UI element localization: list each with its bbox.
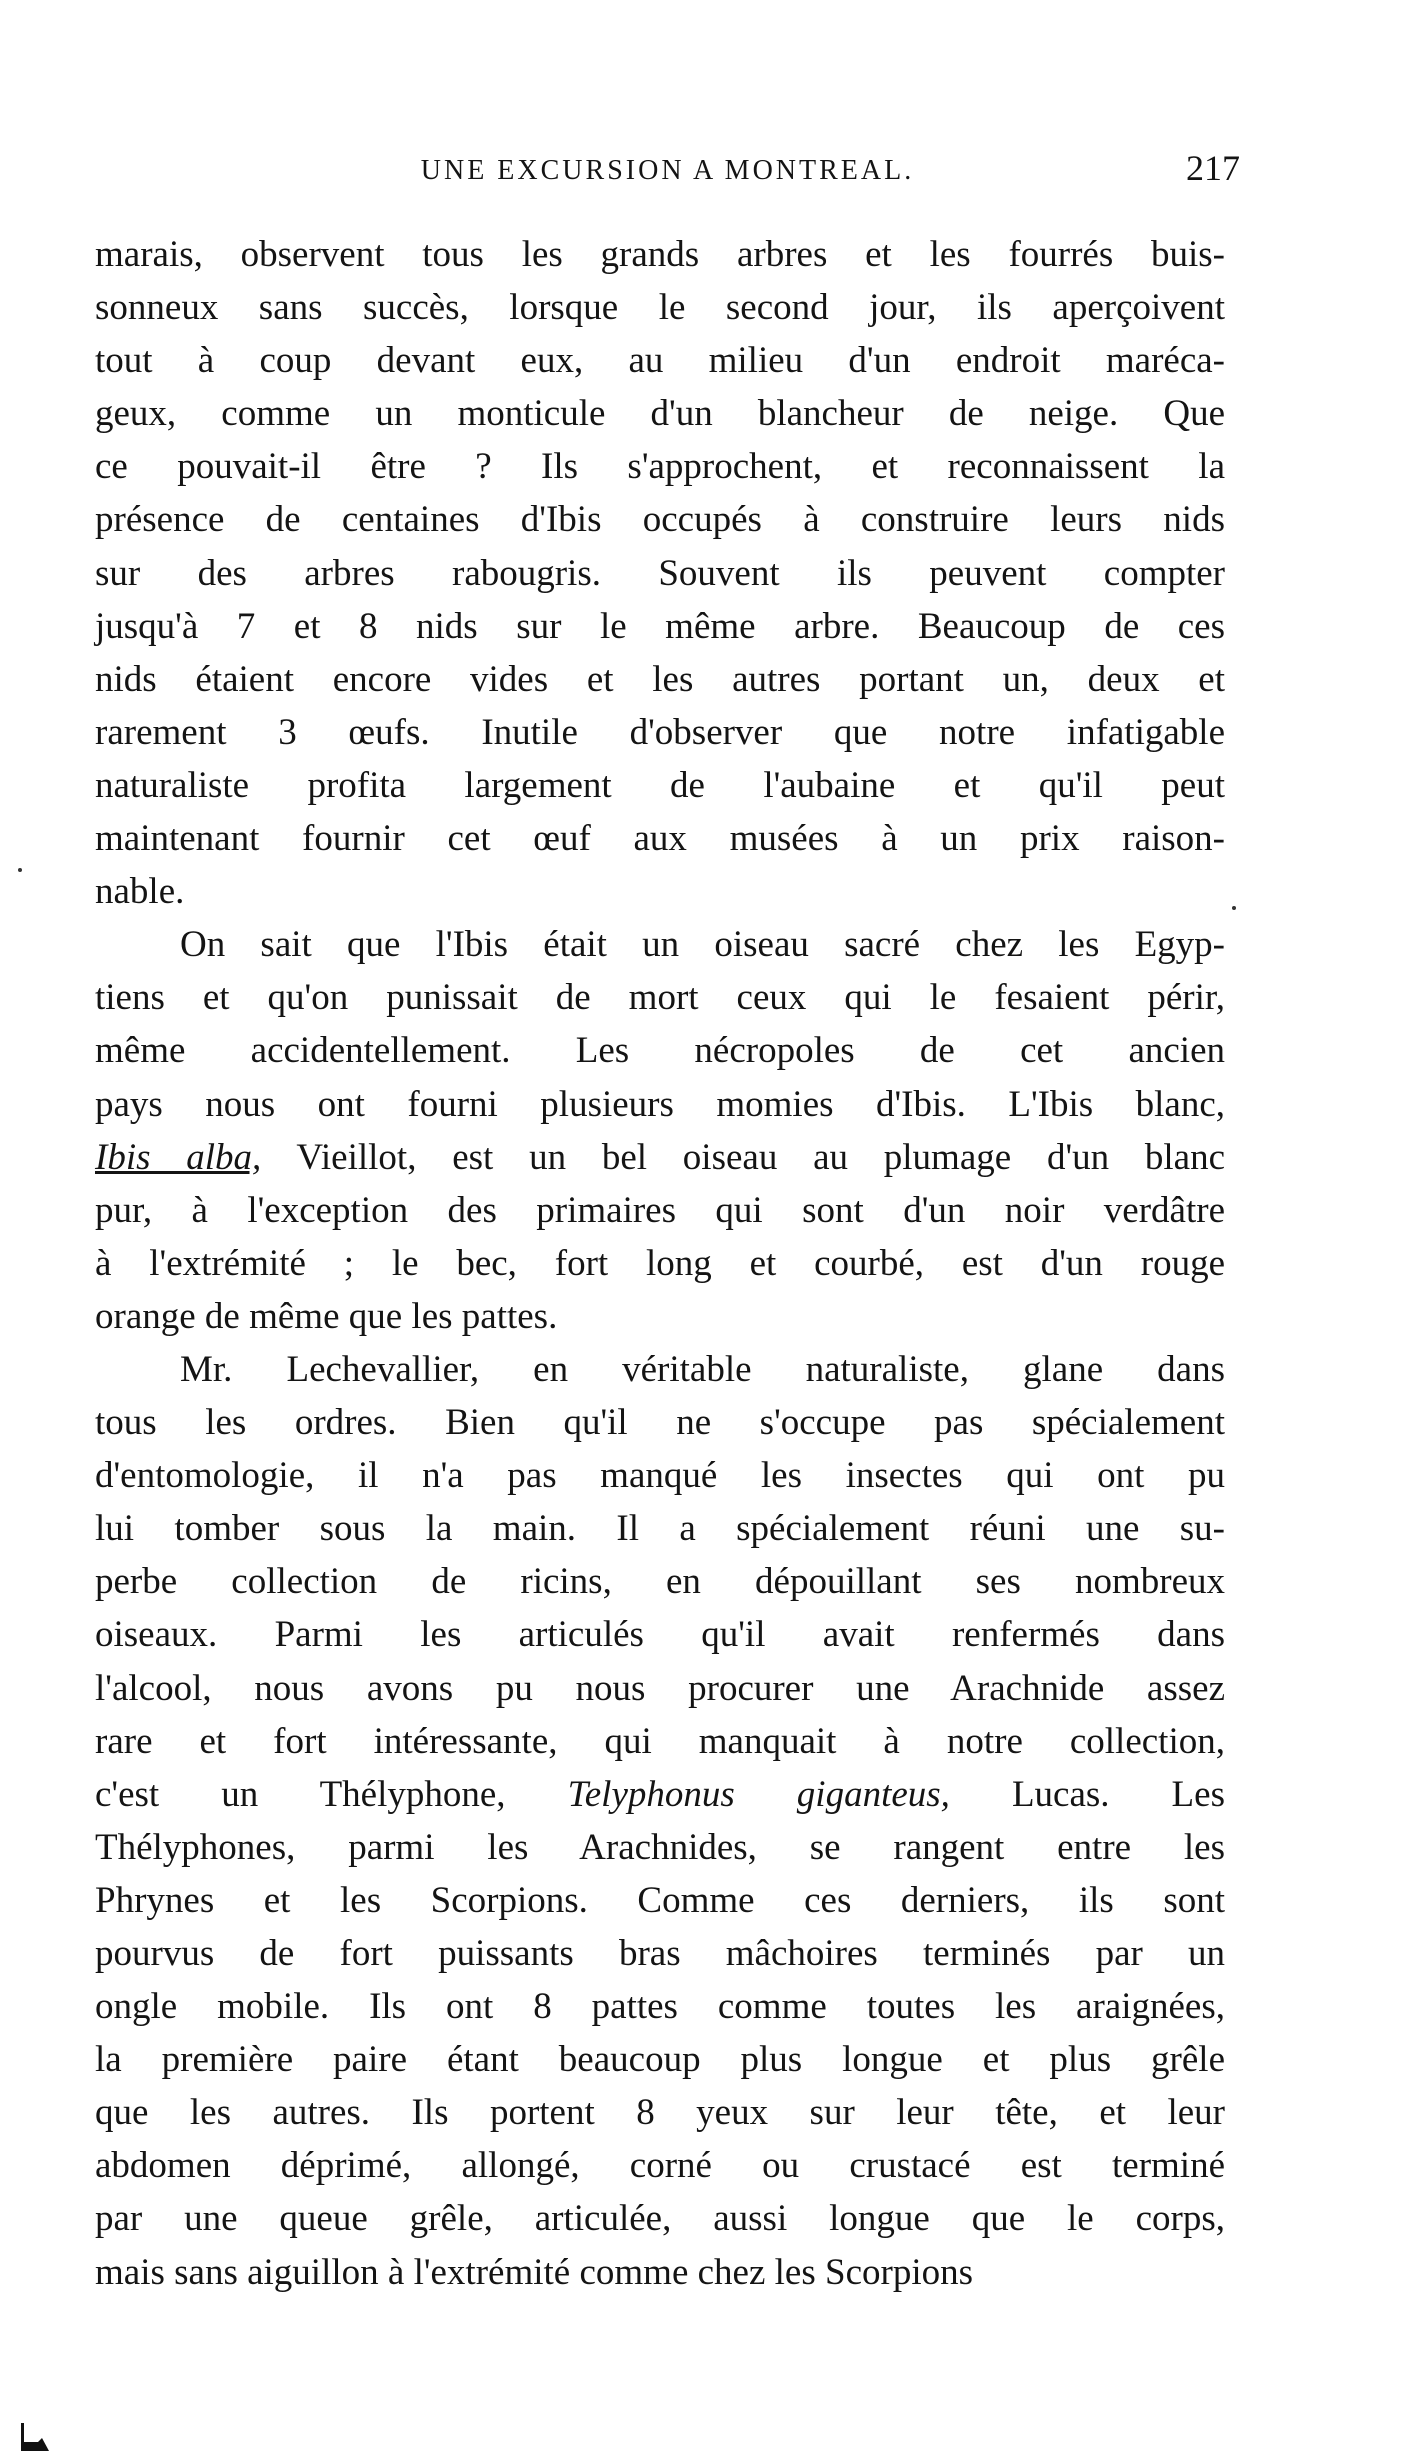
line-text: c'est un Thélyphone, [95,1773,568,1815]
text-line: sur des arbres rabougris. Souvent ils peuvent compter [95,552,1225,594]
text-line: pays nous ont fourni plusieurs momies d'Ibis. L'Ibis blanc, [95,1083,1225,1125]
line-text: Lucas. Les [949,1773,1225,1815]
text-line: rare et fort intéressante, qui manquait à notre collection, [95,1720,1225,1762]
text-line: nable. [95,871,185,913]
paragraph [95,1343,1225,2299]
stray-dot [1232,906,1236,910]
text-line: orange de même que les pattes. [95,1295,558,1337]
text-line: d'entomologie, il n'a pas manqué les insectes qui ont pu [95,1455,1225,1497]
text-line: ce pouvait-il être ? Ils s'approchent, et reconnaissent la [95,446,1225,488]
text-line: même accidentellement. Les nécropoles de cet ancien [95,1030,1225,1072]
text-line: marais, observent tous les grands arbres et les fourrés buis- [95,234,1225,275]
text-line: tiens et qu'on punissait de mort ceux qui le fesaient périr, [95,977,1225,1019]
paragraph [95,918,1225,1343]
text-line: présence de centaines d'Ibis occupés à construire leurs nids [95,499,1225,541]
line-text: Vieillot, est un bel oiseau au plumage d'un blanc [261,1136,1225,1178]
text-line: maintenant fournir cet œuf aux musées à un prix raison- [95,818,1225,860]
text-line: mais sans aiguillon à l'extrémité comme chez les Scorpions [95,2251,973,2293]
text-line: par une queue grêle, articulée, aussi longue que le corps, [95,2198,1225,2240]
text-line: l'alcool, nous avons pu nous procurer une Arachnide assez [95,1667,1225,1709]
italic-taxon-name: Ibis alba, [95,1136,262,1178]
text-line: à l'extrémité ; le bec, fort long et courbé, est d'un rouge [95,1242,1225,1284]
text-line: sonneux sans succès, lorsque le second jour, ils aperçoivent [95,287,1225,329]
text-line: rarement 3 œufs. Inutile d'observer que notre infatigable [95,711,1225,753]
running-title: UNE EXCURSION A MONTREAL. [420,155,915,186]
body-text [95,228,1225,2299]
text-line [95,1131,1225,1184]
text-line: oiseaux. Parmi les articulés qu'il avait renfermés dans [95,1614,1225,1656]
text-line: tout à coup devant eux, au milieu d'un endroit maréca- [95,340,1225,382]
text-line: pur, à l'exception des primaires qui sont d'un noir verdâtre [95,1189,1225,1231]
text-line: abdomen déprimé, allongé, corné ou crustacé est terminé [95,2145,1225,2187]
text-line: jusqu'à 7 et 8 nids sur le même arbre. Beaucoup de ces [95,605,1225,647]
corner-arrow-mark [18,2420,52,2454]
text-line: nids étaient encore vides et les autres portant un, deux et [95,658,1225,700]
text-line: lui tomber sous la main. Il a spécialement réuni une su- [95,1508,1225,1550]
text-line: que les autres. Ils portent 8 yeux sur leur tête, et leur [95,2092,1225,2134]
text-line: geux, comme un monticule d'un blancheur de neige. Que [95,393,1225,435]
text-line: perbe collection de ricins, en dépouillant ses nombreux [95,1561,1225,1603]
page-number: 217 [1186,148,1240,188]
text-line: pourvus de fort puissants bras mâchoires terminés par un [95,1933,1225,1974]
text-line: la première paire étant beaucoup plus longue et plus grêle [95,2039,1225,2081]
text-line: Phrynes et les Scorpions. Comme ces derniers, ils sont [95,1879,1225,1921]
text-line: tous les ordres. Bien qu'il ne s'occupe pas spécialement [95,1402,1225,1444]
paragraph [95,228,1225,918]
text-line: Mr. Lechevallier, en véritable naturaliste, glane dans [180,1348,1225,1390]
stray-dot [18,868,22,872]
text-line: Thélyphones, parmi les Arachnides, se rangent entre les [95,1826,1225,1868]
text-line [95,1768,1225,1821]
text-line: ongle mobile. Ils ont 8 pattes comme toutes les araignées, [95,1986,1225,2028]
italic-taxon-name: Telyphonus giganteus, [567,1773,950,1815]
running-head [95,148,1240,195]
text-line: On sait que l'Ibis était un oiseau sacré chez les Egyp- [180,924,1225,966]
text-line: naturaliste profita largement de l'aubaine et qu'il peut [95,764,1225,806]
